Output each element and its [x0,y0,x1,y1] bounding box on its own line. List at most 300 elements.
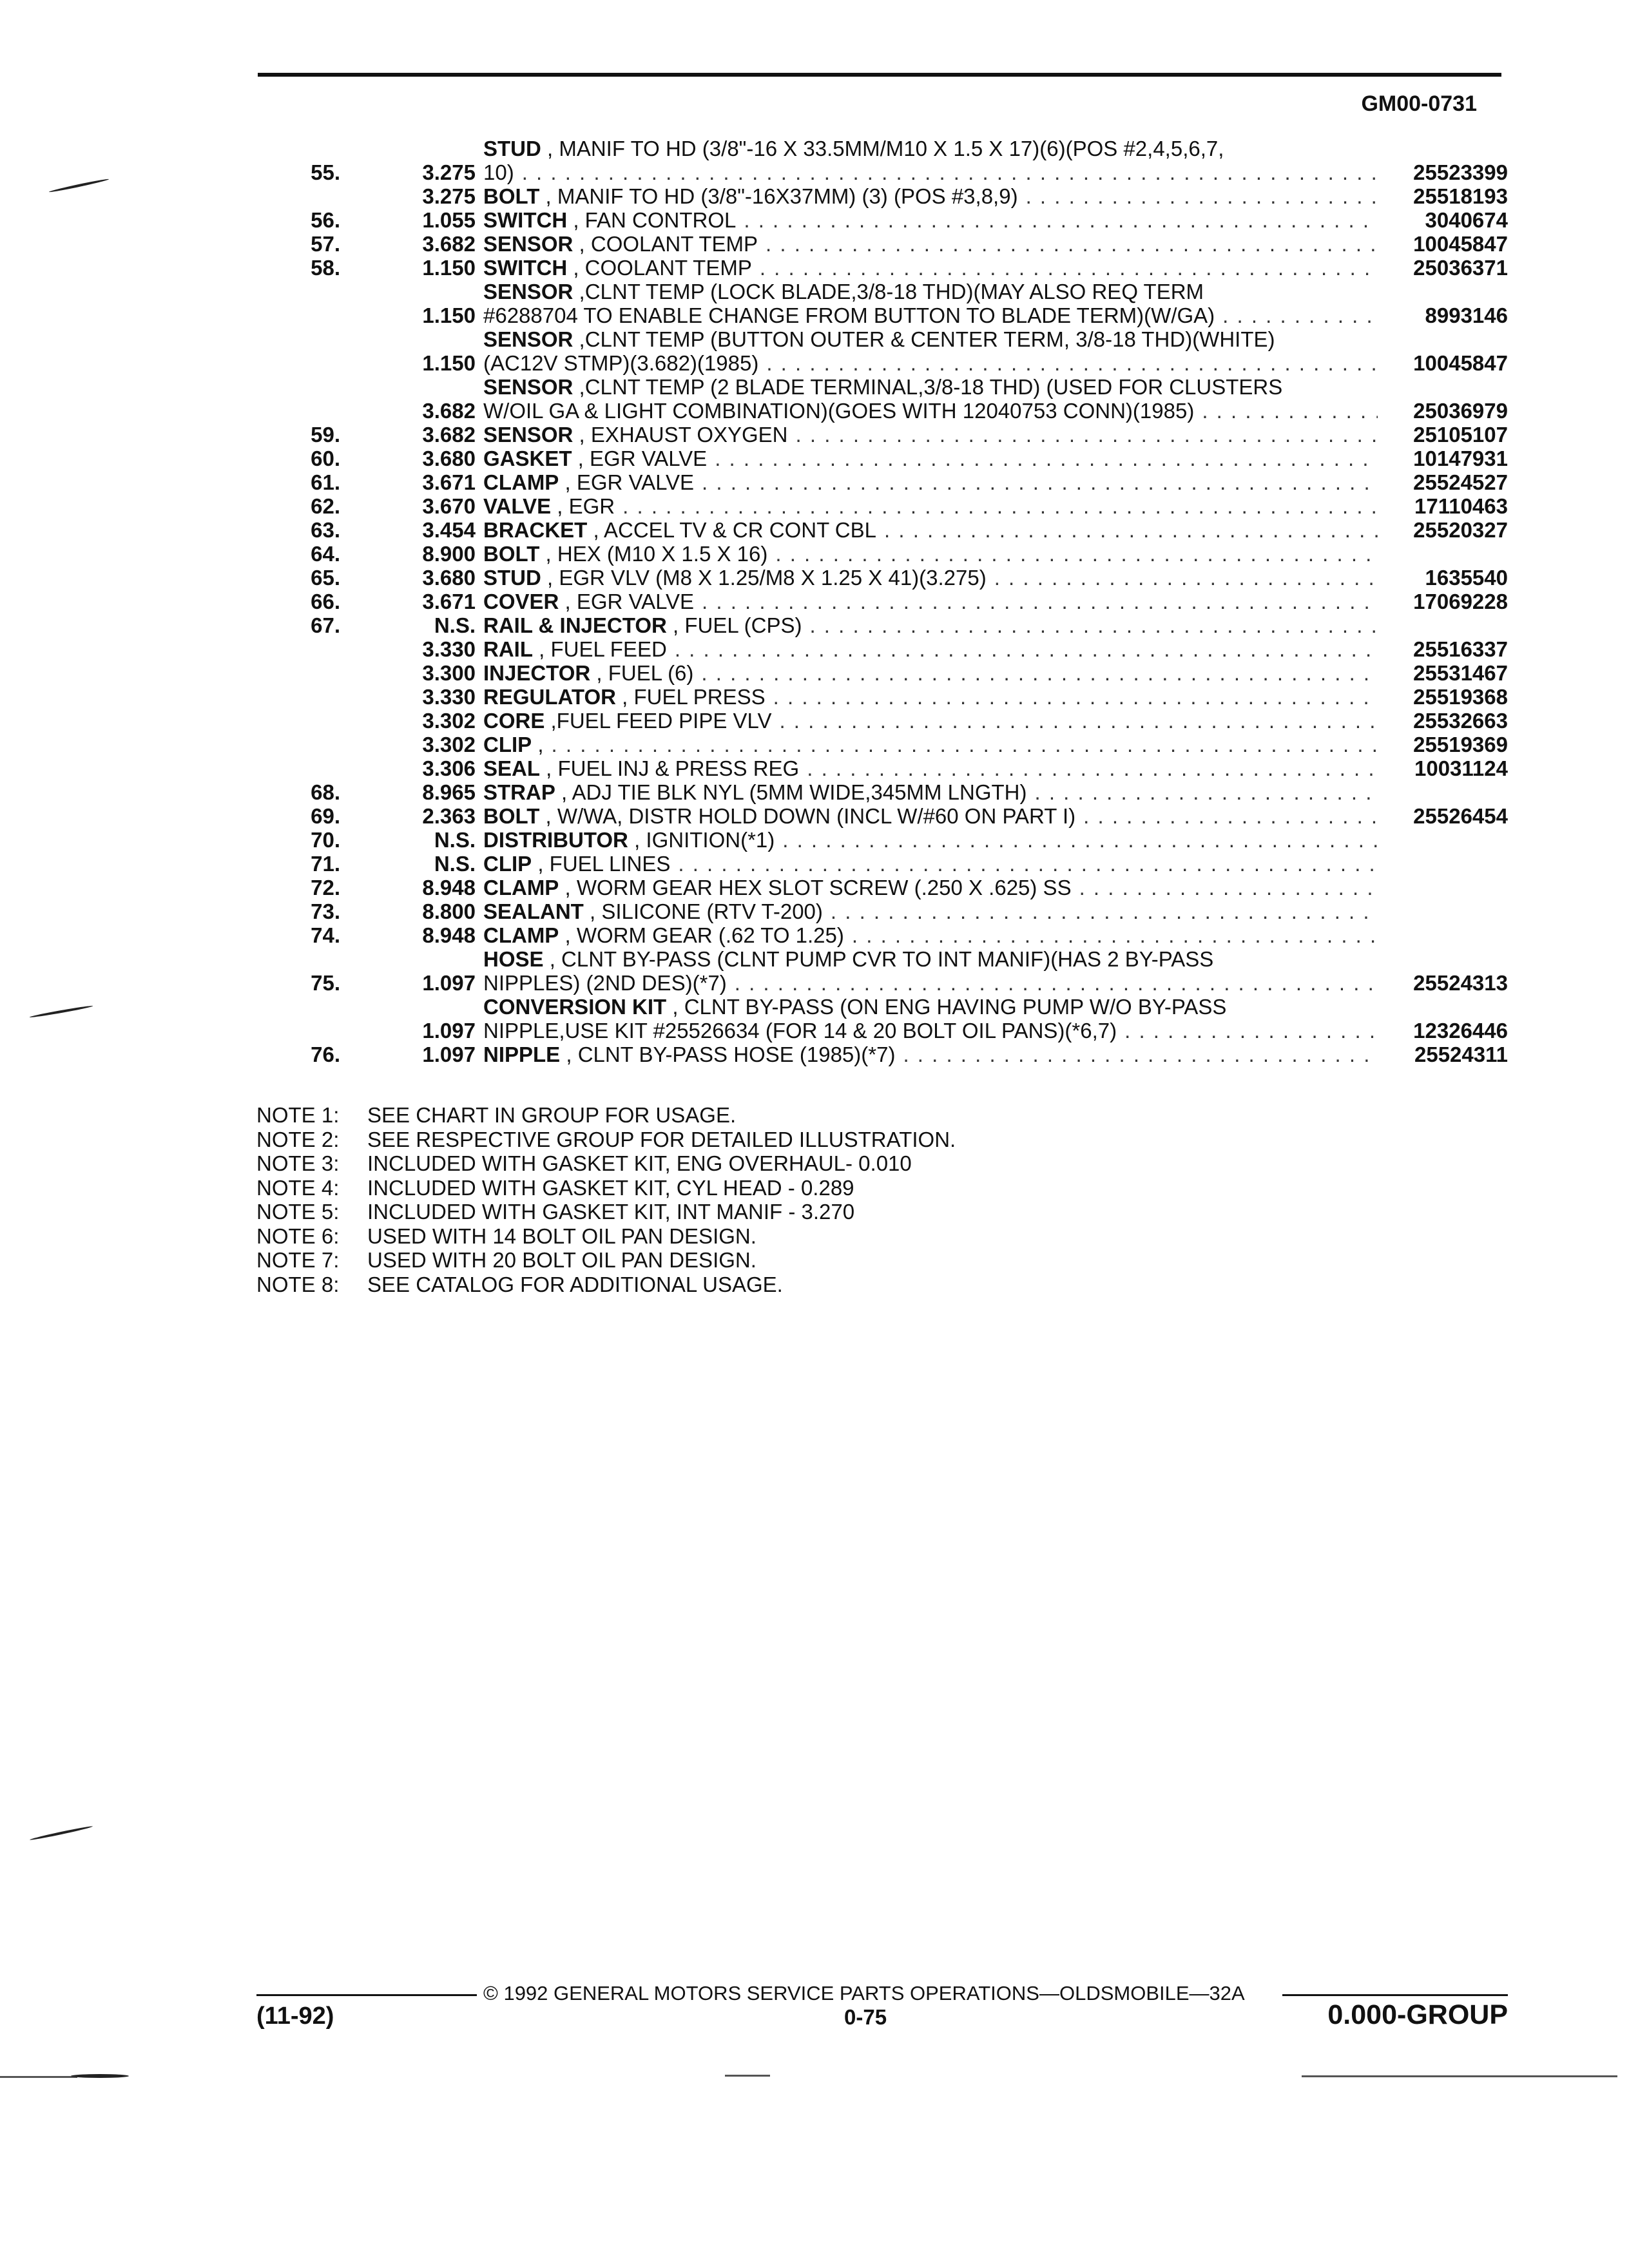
description-text [483,327,1275,351]
part-number: 25524527 [1413,470,1508,494]
part-detail: , WORM GEAR (.62 TO 1.25) [559,923,844,947]
dot-leader [552,733,1378,756]
group-number: 3.330 [422,685,476,709]
part-detail: NIPPLE,USE KIT #25526634 (FOR 14 & 20 BOLT OIL PANS)(*6,7) [483,1019,1117,1043]
dot-leader [884,518,1378,542]
description-text [483,685,766,709]
dot-leader [773,685,1378,709]
part-description [483,661,1508,685]
dot-leader [831,899,1378,923]
part-detail: , MANIF TO HD (3/8"-16X37MM) (3) (POS #3,8,9) [539,184,1018,208]
note-line [256,1176,956,1200]
part-description [483,232,1508,256]
part-name: SENSOR [483,327,574,351]
dot-leader [675,637,1378,661]
description-text [483,447,707,470]
description-line [483,375,1508,399]
group-number: 1.150 [422,256,476,280]
part-row [277,590,1508,613]
part-description [483,184,1508,208]
description-line [483,995,1508,1019]
part-number: 10045847 [1413,351,1508,375]
description-text [483,590,694,613]
part-description [483,899,1508,923]
part-name: GASKET [483,447,572,470]
description-text [483,876,1072,899]
item-number: 73. [311,899,340,923]
description-line [483,184,1508,208]
group-number: 8.965 [422,780,476,804]
part-detail: , [532,733,544,756]
part-name: RAIL [483,637,533,661]
group-number: 3.306 [422,756,476,780]
note-label: NOTE 2: [256,1127,340,1151]
description-line [483,327,1508,351]
part-name: SENSOR [483,375,574,399]
dot-leader [903,1043,1378,1066]
part-name: COVER [483,590,559,613]
part-number: 25519368 [1413,685,1508,709]
part-number: 25526454 [1413,804,1508,828]
part-description [483,637,1508,661]
description-text [483,280,1204,303]
note-line [256,1128,956,1152]
part-name: SENSOR [483,280,574,303]
part-detail: , FUEL FEED [533,637,667,661]
part-name: CLIP [483,733,532,756]
group-number: 2.363 [422,804,476,828]
description-line [483,232,1508,256]
part-detail: W/OIL GA & LIGHT COMBINATION)(GOES WITH 12040753 CONN)(1985) [483,399,1195,423]
item-number: 62. [311,494,340,518]
part-detail: ,CLNT TEMP (BUTTON OUTER & CENTER TERM, 3/8-18 THD)(WHITE) [573,327,1275,351]
part-description [483,494,1508,518]
part-name: RAIL & INJECTOR [483,613,667,637]
dot-leader [766,232,1378,256]
description-text [483,780,1027,804]
description-line [483,1043,1508,1066]
dot-leader [766,351,1378,375]
part-number: 25036371 [1413,256,1508,280]
part-number: 25516337 [1413,637,1508,661]
part-name: BOLT [483,804,540,828]
footer-date-code: (11-92) [256,2003,334,2030]
part-name: STRAP [483,780,555,804]
part-description [483,590,1508,613]
description-text [483,137,1224,160]
part-detail: , EGR [551,494,615,518]
dot-leader [1034,780,1378,804]
part-description [483,327,1508,375]
scan-binding-mark [30,1825,93,1841]
dot-leader [701,661,1378,685]
part-name: CONVERSION KIT [483,995,667,1019]
dot-leader [1083,804,1378,828]
description-text [483,399,1194,423]
part-detail: , ADJ TIE BLK NYL (5MM WIDE,345MM LNGTH) [555,780,1027,804]
description-text [483,542,767,566]
part-detail: , ACCEL TV & CR CONT CBL [587,518,877,542]
group-number: 3.300 [422,661,476,685]
note-label: NOTE 6: [256,1224,340,1248]
part-row [277,566,1508,590]
scan-edge-line [71,2074,129,2078]
part-row [277,1043,1508,1066]
item-number: 67. [311,613,340,637]
note-text: SEE RESPECTIVE GROUP FOR DETAILED ILLUSTRATION. [367,1127,956,1151]
note-line [256,1151,956,1176]
footer-rule-right [1282,1994,1508,1996]
description-line [483,899,1508,923]
note-label: NOTE 7: [256,1248,340,1272]
description-text [483,566,987,590]
description-line [483,470,1508,494]
part-detail: , EGR VALVE [572,447,708,470]
note-line [256,1273,956,1297]
part-row [277,613,1508,637]
description-line [483,876,1508,899]
part-detail: , MANIF TO HD (3/8"-16 X 33.5MM/M10 X 1.5 X 17)(6)(POS #2,4,5,6,7, [541,137,1224,160]
part-row [277,447,1508,470]
part-detail: , FUEL (CPS) [666,613,802,637]
description-line [483,756,1508,780]
dot-leader [994,566,1378,590]
note-text: INCLUDED WITH GASKET KIT, ENG OVERHAUL- 0.010 [367,1151,912,1175]
item-number: 57. [311,232,340,256]
parts-list [277,137,1508,1066]
description-line [483,709,1508,733]
document-id: GM00-0731 [1361,91,1477,116]
description-text [483,923,844,947]
part-description [483,137,1508,184]
description-line [483,566,1508,590]
part-detail: , HEX (M10 X 1.5 X 16) [539,542,768,566]
part-description [483,470,1508,494]
part-description [483,1043,1508,1066]
group-number: 3.330 [422,637,476,661]
part-number: 10045847 [1413,232,1508,256]
group-number: 3.671 [422,590,476,613]
part-number: 25518193 [1413,184,1508,208]
dot-leader [779,709,1378,733]
part-name: CLAMP [483,470,559,494]
part-detail: (AC12V STMP)(3.682)(1985) [483,351,759,375]
part-description [483,375,1508,423]
group-number: 3.275 [422,160,476,184]
scan-edge-line [1302,2075,1617,2077]
part-detail: , COOLANT TEMP [573,232,758,256]
item-number: 66. [311,590,340,613]
part-name: NIPPLE [483,1043,561,1066]
part-detail: , EGR VALVE [559,470,695,494]
part-description [483,923,1508,947]
part-detail: , EGR VALVE [559,590,695,613]
item-number: 59. [311,423,340,447]
note-line [256,1248,956,1273]
part-detail: , CLNT BY-PASS (CLNT PUMP CVR TO INT MANIF)(HAS 2 BY-PASS [543,947,1214,971]
description-line [483,447,1508,470]
part-row [277,542,1508,566]
part-detail: , EXHAUST OXYGEN [573,423,788,447]
part-name: HOSE [483,947,544,971]
description-line [483,280,1508,303]
note-text: INCLUDED WITH GASKET KIT, INT MANIF - 3.270 [367,1200,855,1224]
part-detail: #6288704 TO ENABLE CHANGE FROM BUTTON TO BLADE TERM)(W/GA) [483,303,1215,327]
item-number: 69. [311,804,340,828]
part-detail: , CLNT BY-PASS (ON ENG HAVING PUMP W/O BY-PASS [666,995,1227,1019]
part-number: 25520327 [1413,518,1508,542]
dot-leader [744,208,1378,232]
part-name: BOLT [483,184,540,208]
part-description [483,518,1508,542]
note-text: SEE CHART IN GROUP FOR USAGE. [367,1103,737,1127]
part-detail: , FUEL LINES [532,852,671,876]
group-number: 8.948 [422,923,476,947]
description-text [483,494,615,518]
part-number: 12326446 [1413,1019,1508,1043]
dot-leader [809,613,1378,637]
description-text [483,518,876,542]
scan-edge-line [0,2076,77,2078]
item-number: 71. [311,852,340,876]
item-number: 61. [311,470,340,494]
description-line [483,208,1508,232]
item-number: 65. [311,566,340,590]
group-number: 8.800 [422,899,476,923]
part-number: 8993146 [1425,303,1508,327]
part-name: BRACKET [483,518,588,542]
part-row [277,280,1508,327]
group-number: 3.302 [422,709,476,733]
part-name: REGULATOR [483,685,616,709]
part-row [277,923,1508,947]
group-number: 3.302 [422,733,476,756]
part-row [277,709,1508,733]
dot-leader [702,470,1378,494]
part-name: SEALANT [483,899,584,923]
item-number: 60. [311,447,340,470]
footer-group-label: 0.000-GROUP [1327,1999,1508,2030]
note-label: NOTE 8: [256,1272,340,1296]
item-number: 58. [311,256,340,280]
description-line [483,828,1508,852]
group-number: 1.150 [422,303,476,327]
part-row [277,733,1508,756]
part-description [483,995,1508,1043]
description-text [483,470,694,494]
part-row [277,423,1508,447]
note-label: NOTE 5: [256,1200,340,1224]
description-text [483,947,1213,971]
description-line [483,160,1508,184]
part-description [483,780,1508,804]
description-text [483,613,802,637]
description-text [483,804,1075,828]
part-number: 25036979 [1413,399,1508,423]
description-text [483,852,670,876]
item-number: 70. [311,828,340,852]
description-text [483,303,1215,327]
group-number: 8.948 [422,876,476,899]
note-text: USED WITH 20 BOLT OIL PAN DESIGN. [367,1248,757,1272]
part-row [277,852,1508,876]
note-line [256,1200,956,1224]
item-number: 76. [311,1043,340,1066]
description-line [483,804,1508,828]
description-text [483,375,1282,399]
part-row [277,327,1508,375]
part-row [277,899,1508,923]
dot-leader [1124,1019,1378,1043]
description-text [483,971,727,995]
description-line [483,137,1508,160]
description-text [483,709,771,733]
part-number: 25519369 [1413,733,1508,756]
part-row [277,685,1508,709]
part-row [277,876,1508,899]
part-number: 25105107 [1413,423,1508,447]
note-text: SEE CATALOG FOR ADDITIONAL USAGE. [367,1272,783,1296]
part-name: CLAMP [483,923,559,947]
description-line [483,423,1508,447]
part-name: STUD [483,137,541,160]
part-name: CORE [483,709,545,733]
part-detail: , WORM GEAR HEX SLOT SCREW (.250 X .625) SS [559,876,1072,899]
dot-leader [735,971,1378,995]
description-text [483,1043,895,1066]
part-description [483,804,1508,828]
part-detail: ,CLNT TEMP (LOCK BLADE,3/8-18 THD)(MAY ALSO REQ TERM [573,280,1204,303]
part-description [483,685,1508,709]
description-text [483,256,752,280]
description-line [483,637,1508,661]
group-number: 1.055 [422,208,476,232]
part-detail: , SILICONE (RTV T-200) [583,899,823,923]
part-detail: , COOLANT TEMP [567,256,752,280]
group-number: N.S. [434,613,476,637]
group-number: 3.680 [422,566,476,590]
part-row [277,375,1508,423]
dot-leader [522,160,1378,184]
description-text [483,184,1018,208]
description-line [483,303,1508,327]
dot-leader [807,756,1378,780]
dot-leader [702,590,1378,613]
group-number: 3.682 [422,232,476,256]
group-number: 3.275 [422,184,476,208]
part-row [277,804,1508,828]
description-line [483,256,1508,280]
part-detail: ,FUEL FEED PIPE VLV [545,709,772,733]
part-row [277,256,1508,280]
item-number: 63. [311,518,340,542]
note-line [256,1224,956,1249]
part-description [483,447,1508,470]
notes-section [256,1103,956,1296]
dot-leader [1079,876,1378,899]
part-detail: , IGNITION(*1) [628,828,775,852]
part-description [483,566,1508,590]
description-text [483,733,544,756]
item-number: 74. [311,923,340,947]
part-number: 25524311 [1414,1043,1508,1066]
part-detail: ,CLNT TEMP (2 BLADE TERMINAL,3/8-18 THD) (USED FOR CLUSTERS [573,375,1283,399]
dot-leader [1222,303,1378,327]
dot-leader [782,828,1378,852]
part-number: 25524313 [1413,971,1508,995]
part-row [277,756,1508,780]
part-row [277,661,1508,685]
part-description [483,756,1508,780]
description-text [483,756,799,780]
part-number: 10147931 [1413,447,1508,470]
part-description [483,828,1508,852]
footer-copyright: © 1992 GENERAL MOTORS SERVICE PARTS OPERATIONS—OLDSMOBILE—32A [483,1982,1245,2004]
description-text [483,899,823,923]
part-description [483,423,1508,447]
part-name: VALVE [483,494,552,518]
description-line [483,1019,1508,1043]
part-name: CLAMP [483,876,559,899]
description-text [483,995,1226,1019]
part-number: 25532663 [1413,709,1508,733]
note-text: INCLUDED WITH GASKET KIT, CYL HEAD - 0.289 [367,1175,854,1200]
description-line [483,733,1508,756]
part-detail: , FUEL INJ & PRESS REG [540,756,800,780]
description-text [483,160,514,184]
description-text [483,1019,1117,1043]
description-line [483,351,1508,375]
part-detail: 10) [483,160,514,184]
part-row [277,208,1508,232]
part-row [277,637,1508,661]
description-text [483,637,667,661]
dot-leader [678,852,1378,876]
part-name: SENSOR [483,232,574,256]
note-label: NOTE 3: [256,1151,340,1175]
part-row [277,780,1508,804]
description-line [483,947,1508,971]
part-name: CLIP [483,852,532,876]
part-description [483,947,1508,995]
footer-page-number: 0-75 [844,2005,887,2029]
note-text: USED WITH 14 BOLT OIL PAN DESIGN. [367,1224,757,1248]
group-number: N.S. [434,828,476,852]
group-number: 3.454 [422,518,476,542]
group-number: 1.097 [422,1019,476,1043]
item-number: 56. [311,208,340,232]
item-number: 75. [311,971,340,995]
part-name: BOLT [483,542,540,566]
part-row [277,494,1508,518]
part-detail: NIPPLES) (2ND DES)(*7) [483,971,727,995]
part-row [277,184,1508,208]
scan-binding-mark [49,178,110,193]
dot-leader [852,923,1378,947]
part-number: 25531467 [1413,661,1508,685]
description-text [483,423,788,447]
part-number: 17069228 [1413,590,1508,613]
description-line [483,971,1508,995]
description-line [483,780,1508,804]
part-description [483,256,1508,280]
description-line [483,399,1508,423]
group-number: 1.097 [422,1043,476,1066]
footer-rule-left [256,1994,477,1996]
part-name: SWITCH [483,256,568,280]
dot-leader [775,542,1378,566]
item-number: 68. [311,780,340,804]
